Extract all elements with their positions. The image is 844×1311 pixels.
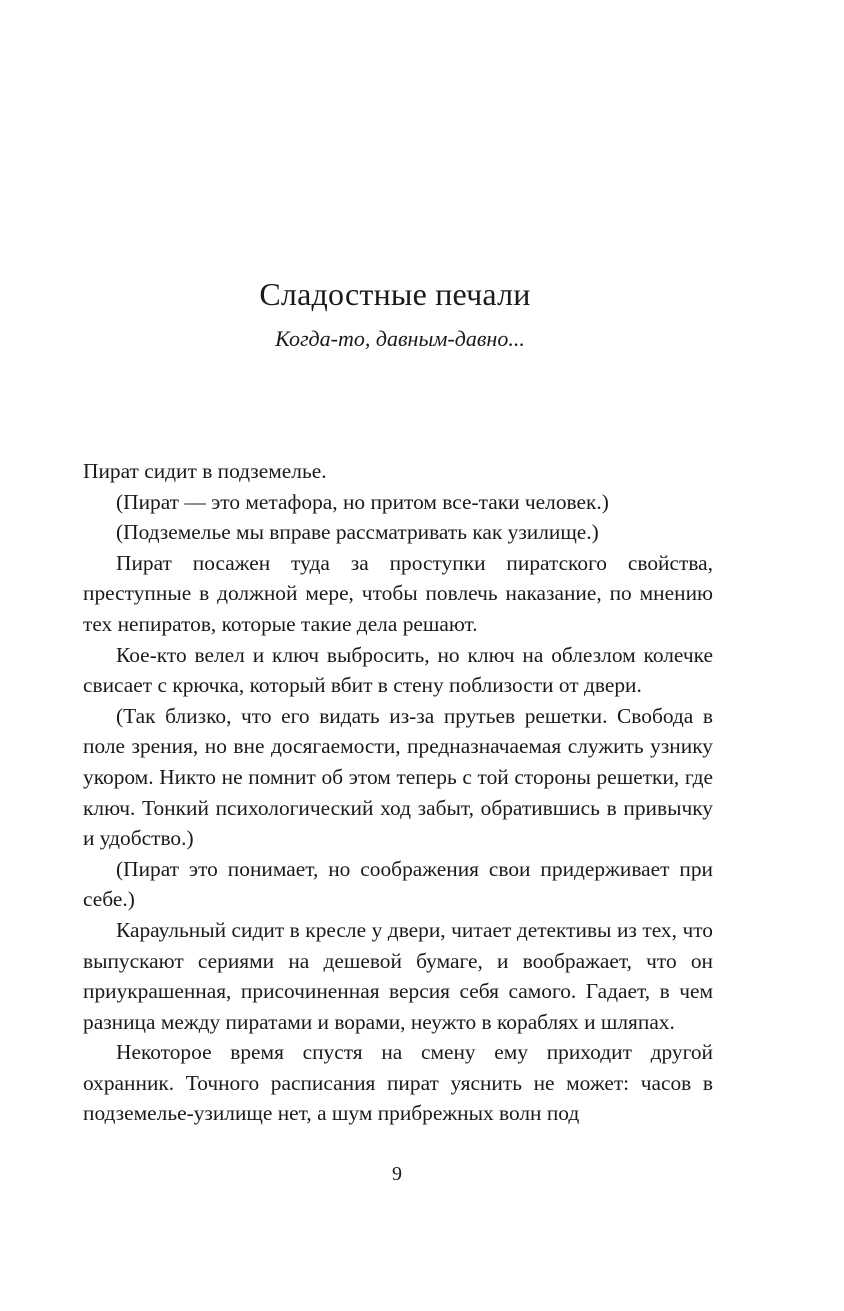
paragraph: Некоторое время спустя на смену ему приходит другой охранник. Точного расписания пират уяснить не может: часов в подземелье-узилище нет, а шум прибрежных волн под [83, 1040, 713, 1126]
paragraph: (Так близко, что его видать из-за прутьев решетки. Свобода в поле зрения, но вне досягаемости, предназначаемая служить узнику укором. Никто не помнит об этом теперь с той стороны решетки, где ключ. Тонкий психологический ход забыт, обратившись в привычку и удобство.) [83, 703, 713, 851]
paragraph: (Подземелье мы вправе рассматривать как узилище.) [116, 520, 599, 545]
body-text [83, 456, 713, 1129]
paragraph: Караульный сидит в кресле у двери, читает детективы из тех, что выпускают сериями на дешевой бумаге, и воображает, что он приукрашенная, присочиненная версия себя самого. Гадает, в чем разница между пиратами и ворами, неужто в кораблях и шляпах. [83, 917, 713, 1034]
paragraph: Кое-кто велел и ключ выбросить, но ключ на облезлом колечке свисает с крючка, который вбит в стену поблизости от двери. [83, 642, 713, 698]
paragraph: (Пират — это метафора, но притом все-таки человек.) [116, 489, 609, 514]
chapter-title: Сладостные печали [259, 276, 531, 312]
paragraph: (Пират это понимает, но соображения свои придерживает при себе.) [83, 856, 713, 912]
paragraph: Пират сидит в подземелье. [83, 459, 327, 483]
chapter-subtitle: Когда-то, давным-давно... [275, 326, 525, 351]
paragraph: Пират посажен туда за проступки пиратского свойства, преступные в должной мере, чтобы повлечь наказание, по мнению тех непиратов, которые такие дела решают. [83, 550, 713, 636]
page-number: 9 [392, 1163, 402, 1185]
